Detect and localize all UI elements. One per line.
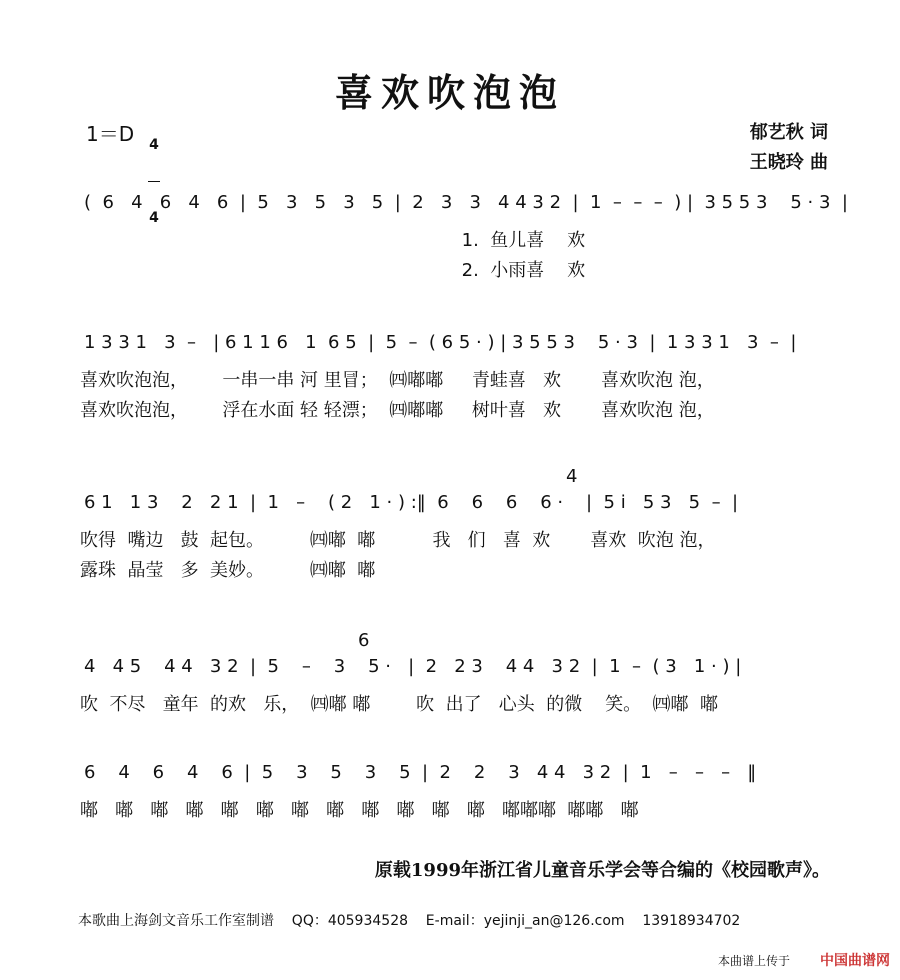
key-signature: 1＝D — [86, 122, 135, 146]
source-note: 原载1999年浙江省儿童音乐学会等合编的《校园歌声》。 — [374, 860, 830, 881]
notation-row: 4 4 5 4 4 3 2 | 5 – 3 5 · | 2 2 3 4 4 3 2 | 1 – ( 3 1 · ) | — [84, 656, 742, 677]
lyric-line: 嘟 嘟 嘟 嘟 嘟 嘟 嘟 嘟 嘟 嘟 嘟 嘟 嘟嘟嘟 嘟嘟 嘟 — [80, 800, 639, 821]
upload-note: 本曲谱上传于 — [717, 954, 790, 968]
lyricist-credit: 郁艺秋 词 — [749, 122, 828, 143]
lyric-line: 吹 不尽 童年 的欢 乐， ㈣嘟 嘟 吹 出了 心头 的微 笑。 ㈣嘟 嘟 — [80, 694, 718, 715]
composer-credit: 王晓玲 曲 — [749, 152, 828, 173]
grace-note: 4 — [566, 466, 578, 487]
lyric-line: 喜欢吹泡泡， 浮在水面 轻 轻漂； ㈣嘟嘟 树叶喜 欢 喜欢吹泡 泡， — [80, 400, 715, 421]
lyric-line: 吹得 嘴边 鼓 起包。 ㈣嘟 嘟 我 们 喜 欢 喜欢 吹泡 泡， — [80, 530, 716, 551]
lyric-line: 喜欢吹泡泡， 一串一串 河 里冒； ㈣嘟嘟 青蛙喜 欢 喜欢吹泡 泡， — [80, 370, 715, 391]
notation-row: 6 1 1 3 2 2 1 | 1 – ( 2 1 · ) :‖ 6 6 6 6 · | 5 i 5 3 5 – | — [84, 492, 739, 513]
site-logo[interactable]: 中国曲谱网 — [820, 953, 890, 969]
lyric-line: 2. 小雨喜 欢 — [84, 260, 586, 281]
notation-row: 6 4 6 4 6 | 5 3 5 3 5 | 2 2 3 4 4 3 2 | 1 – – – ‖ — [84, 762, 757, 783]
meter-bottom: 4 — [149, 210, 159, 226]
meter-top: 4 — [149, 137, 159, 153]
song-title: 喜欢吹泡泡 — [334, 70, 565, 115]
notation-row: ( 6 4 6 4 6 | 5 3 5 3 5 | 2 3 3 4 4 3 2 | 1 – – – ) | 3 5 5 3 5 · 3 | — [84, 192, 848, 213]
notation-row: 1 3 3 1 3 – | 6 1 1 6 1 6 5 | 5 – ( 6 5 · ) | 3 5 5 3 5 · 3 | 1 3 3 1 3 – | — [84, 332, 797, 353]
time-signature — [148, 110, 160, 239]
lyric-line: 1. 鱼儿喜 欢 — [84, 230, 586, 251]
grace-note: 6 — [358, 630, 370, 651]
footer-contact: 本歌曲上海剑文音乐工作室制谱 QQ：405934528 E-mail：yejinji_an@126.com 13918934702 — [78, 913, 741, 929]
lyric-line: 露珠 晶莹 多 美妙。 ㈣嘟 嘟 — [80, 560, 376, 581]
